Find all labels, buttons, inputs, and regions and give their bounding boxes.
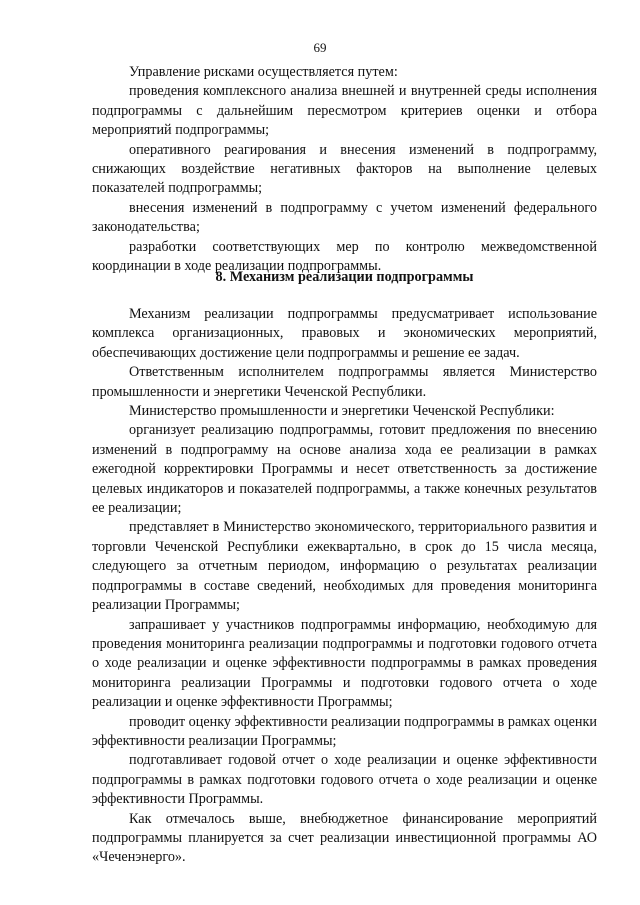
paragraph-risk-response: оперативного реагирования и внесения изменений в подпрограмму, снижающих воздействие негативных факторов на выполнение целевых показателей подпрограммы; [92, 141, 597, 197]
paragraph-evaluates: проводит оценку эффективности реализации подпрограммы в рамках оценки эффективности реализации Программы; [92, 713, 597, 749]
paragraph-financing: Как отмечалось выше, внебюджетное финансирование мероприятий подпрограммы планируется за счет реализации инвестиционной программы АО «Чеченэнерго». [92, 810, 597, 866]
paragraph-mechanism-overview: Механизм реализации подпрограммы предусматривает использование комплекса организационных, правовых и экономических мероприятий, обеспечивающих достижение цели подпрограммы и решение ее задач. [92, 306, 597, 361]
paragraph-responsible-executor: Ответственным исполнителем подпрограммы является Министерство промышленности и энергетики Чеченской Республики. [92, 364, 597, 400]
paragraph-risk-coordination: разработки соответствующих мер по контролю межведомственной координации в ходе реализации подпрограммы. [92, 238, 597, 275]
paragraph-reports: представляет в Министерство экономического, территориального развития и торговли Чеченской Республики ежеквартально, в срок до 15 числа месяца, следующего за отчетным периодом, информацию о результатах реализации подпрограммы в составе сведений, необходимых для проведения мониторинга реализации Программы; [92, 519, 597, 614]
paragraph-prepares-report: подготавливает годовой отчет о ходе реализации и оценке эффективности подпрограммы в рамках подготовки годового отчета о ходе реализации и оценке эффективности Программы. [92, 752, 597, 808]
mechanism-section [92, 305, 597, 868]
paragraph-risk-intro: Управление рисками осуществляется путем: [129, 64, 398, 80]
paragraph-requests: запрашивает у участников подпрограммы информацию, необходимую для проведения мониторинга реализации подпрограммы и подготовки годового отчета о ходе реализации и оценке эффективности подпрограммы в рамках проведения мониторинга реализации Программы и подготовки годового отчета о ходе реализации и оценке эффективности Программы; [92, 616, 597, 711]
risk-management-section [92, 63, 597, 276]
page-number: 69 [313, 40, 327, 55]
paragraph-risk-analysis: проведения комплексного анализа внешней и внутренней среды исполнения подпрограммы с дальнейшим пересмотром критериев оценки и отбора мероприятий подпрограммы; [92, 83, 597, 139]
section-heading: 8. Механизм реализации подпрограммы [215, 269, 474, 285]
paragraph-ministry-intro: Министерство промышленности и энергетики Чеченской Республики: [129, 403, 555, 420]
paragraph-organizes: организует реализацию подпрограммы, готовит предложения по внесению изменений в подпрограмму на основе анализа хода ее реализации в рамках ежегодной корректировки Программы и несет ответственность за достижение целевых индикаторов и показателей подпрограммы, а также конечных результатов ее реализации; [92, 422, 597, 517]
paragraph-risk-legislation: внесения изменений в подпрограмму с учетом изменений федерального законодательства; [92, 199, 597, 236]
